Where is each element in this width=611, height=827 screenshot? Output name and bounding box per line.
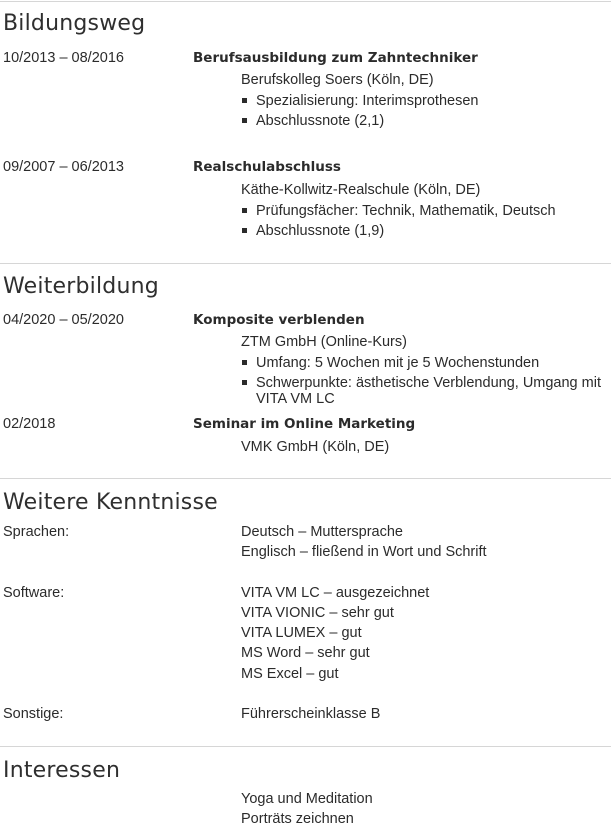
- section-divider: [0, 1, 611, 2]
- skills-label-software: Software:: [3, 585, 65, 601]
- skills-item: Führerscheinklasse B: [241, 706, 381, 722]
- bullet-square-icon: [242, 118, 247, 123]
- bullet-text: Prüfungsfächer: Technik, Mathematik, Deutsch: [256, 203, 556, 219]
- skills-item: MS Excel – gut: [241, 666, 339, 682]
- bullet-square-icon: [242, 228, 247, 233]
- entry-title: Komposite verblenden: [193, 312, 365, 328]
- skills-item: VITA VIONIC – sehr gut: [241, 605, 394, 621]
- skills-item: Deutsch – Muttersprache: [241, 524, 403, 540]
- entry-title: Seminar im Online Marketing: [193, 416, 416, 432]
- skills-item: MS Word – sehr gut: [241, 645, 370, 661]
- entry-institution: Käthe-Kollwitz-Realschule (Köln, DE): [241, 182, 481, 198]
- bullet-text: Spezialisierung: Interimsprothesen: [256, 93, 479, 109]
- skills-item: Englisch – fließend in Wort und Schrift: [241, 544, 487, 560]
- section-heading-weiterbildung: Weiterbildung: [3, 274, 159, 299]
- interest-item: Yoga und Meditation: [241, 791, 373, 807]
- entry-title: Berufsausbildung zum Zahntechniker: [193, 50, 478, 66]
- entry-institution: VMK GmbH (Köln, DE): [241, 439, 390, 455]
- entry-date: 09/2007 – 06/2013: [3, 159, 124, 175]
- section-divider: [0, 746, 611, 747]
- skills-item: VITA VM LC – ausgezeichnet: [241, 585, 430, 601]
- skills-label-other: Sonstige:: [3, 706, 64, 722]
- entry-date: 02/2018: [3, 416, 56, 432]
- interest-item: Porträts zeichnen: [241, 811, 354, 827]
- skills-label-languages: Sprachen:: [3, 524, 70, 540]
- bullet-text: Schwerpunkte: ästhetische Verblendung, Umgang mit VITA VM LC: [256, 375, 601, 407]
- entry-title: Realschulabschluss: [193, 159, 341, 175]
- bullet-square-icon: [242, 208, 247, 213]
- section-heading-interessen: Interessen: [3, 758, 121, 783]
- entry-institution: Berufskolleg Soers (Köln, DE): [241, 72, 434, 88]
- section-divider: [0, 478, 611, 479]
- bullet-text: Abschlussnote (1,9): [256, 223, 385, 239]
- bullet-text: Abschlussnote (2,1): [256, 113, 385, 129]
- section-divider: [0, 263, 611, 264]
- section-heading-bildungsweg: Bildungsweg: [3, 11, 146, 36]
- bullet-square-icon: [242, 360, 247, 365]
- entry-date: 10/2013 – 08/2016: [3, 50, 124, 66]
- section-heading-kenntnisse: Weitere Kenntnisse: [3, 490, 218, 515]
- bullet-square-icon: [242, 98, 247, 103]
- skills-item: VITA LUMEX – gut: [241, 625, 362, 641]
- entry-date: 04/2020 – 05/2020: [3, 312, 124, 328]
- entry-institution: ZTM GmbH (Online-Kurs): [241, 334, 407, 350]
- bullet-square-icon: [242, 380, 247, 385]
- bullet-text: Umfang: 5 Wochen mit je 5 Wochenstunden: [256, 355, 540, 371]
